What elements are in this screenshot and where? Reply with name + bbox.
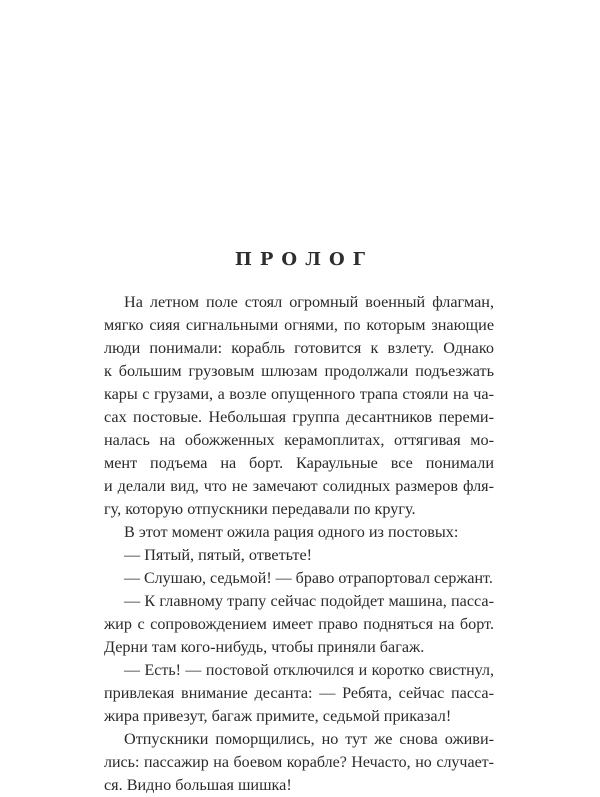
text-line: — Пятый, пятый, ответьте!: [124, 546, 313, 564]
text-line: — К главному трапу сейчас подойдет машина, пасса-: [124, 592, 494, 610]
text-line: гу, которую отпускники передавали по кругу.: [104, 500, 416, 518]
text-line: к большим грузовым шлюзам продолжали подъезжать: [104, 362, 494, 380]
text-line: — Слушаю, седьмой! — браво отрапортовал сержант.: [124, 570, 493, 587]
text-line: лись: пассажир на боевом корабле? Нечасто, но случает-: [104, 754, 494, 771]
text-line: жир с сопровождением имеет право подняться на борт.: [104, 615, 494, 633]
text-line: Отпускники поморщились, но тут же снова оживи-: [124, 730, 494, 748]
text-line: люди понимали: корабль готовится к взлету. Однако: [104, 339, 494, 357]
text-line: В этот момент ожила рация одного из постовых:: [124, 523, 459, 541]
text-line: — Есть! — постовой отключился и коротко свистнул,: [124, 662, 494, 679]
prologue-text: [104, 291, 494, 797]
text-line: ся. Видно большая шишка!: [104, 776, 292, 794]
text-line: мягко сияя сигнальными огнями, по которым знающие: [104, 316, 494, 334]
text-line: сах постовые. Небольшая группа десантников переми-: [104, 408, 494, 426]
text-line: привлекая внимание десанта: — Ребята, сейчас пасса-: [104, 684, 494, 702]
chapter-title: ПРОЛОГ: [234, 249, 374, 270]
text-line: На летном поле стоял огромный военный флагман,: [124, 293, 494, 311]
text-line: жира привезут, багаж примите, седьмой приказал!: [104, 707, 452, 725]
text-line: налась на обожженных керамоплитах, оттягивая мо-: [104, 431, 494, 449]
text-line: кары с грузами, а возле опущенного трапа стояли на ча-: [104, 385, 494, 403]
text-line: и делали вид, что не замечают солидных размеров фля-: [104, 477, 494, 495]
text-line: мент подъема на борт. Караульные все понимали: [104, 454, 494, 472]
text-line: Дерни там кого-нибудь, чтобы приняли багаж.: [104, 638, 425, 656]
